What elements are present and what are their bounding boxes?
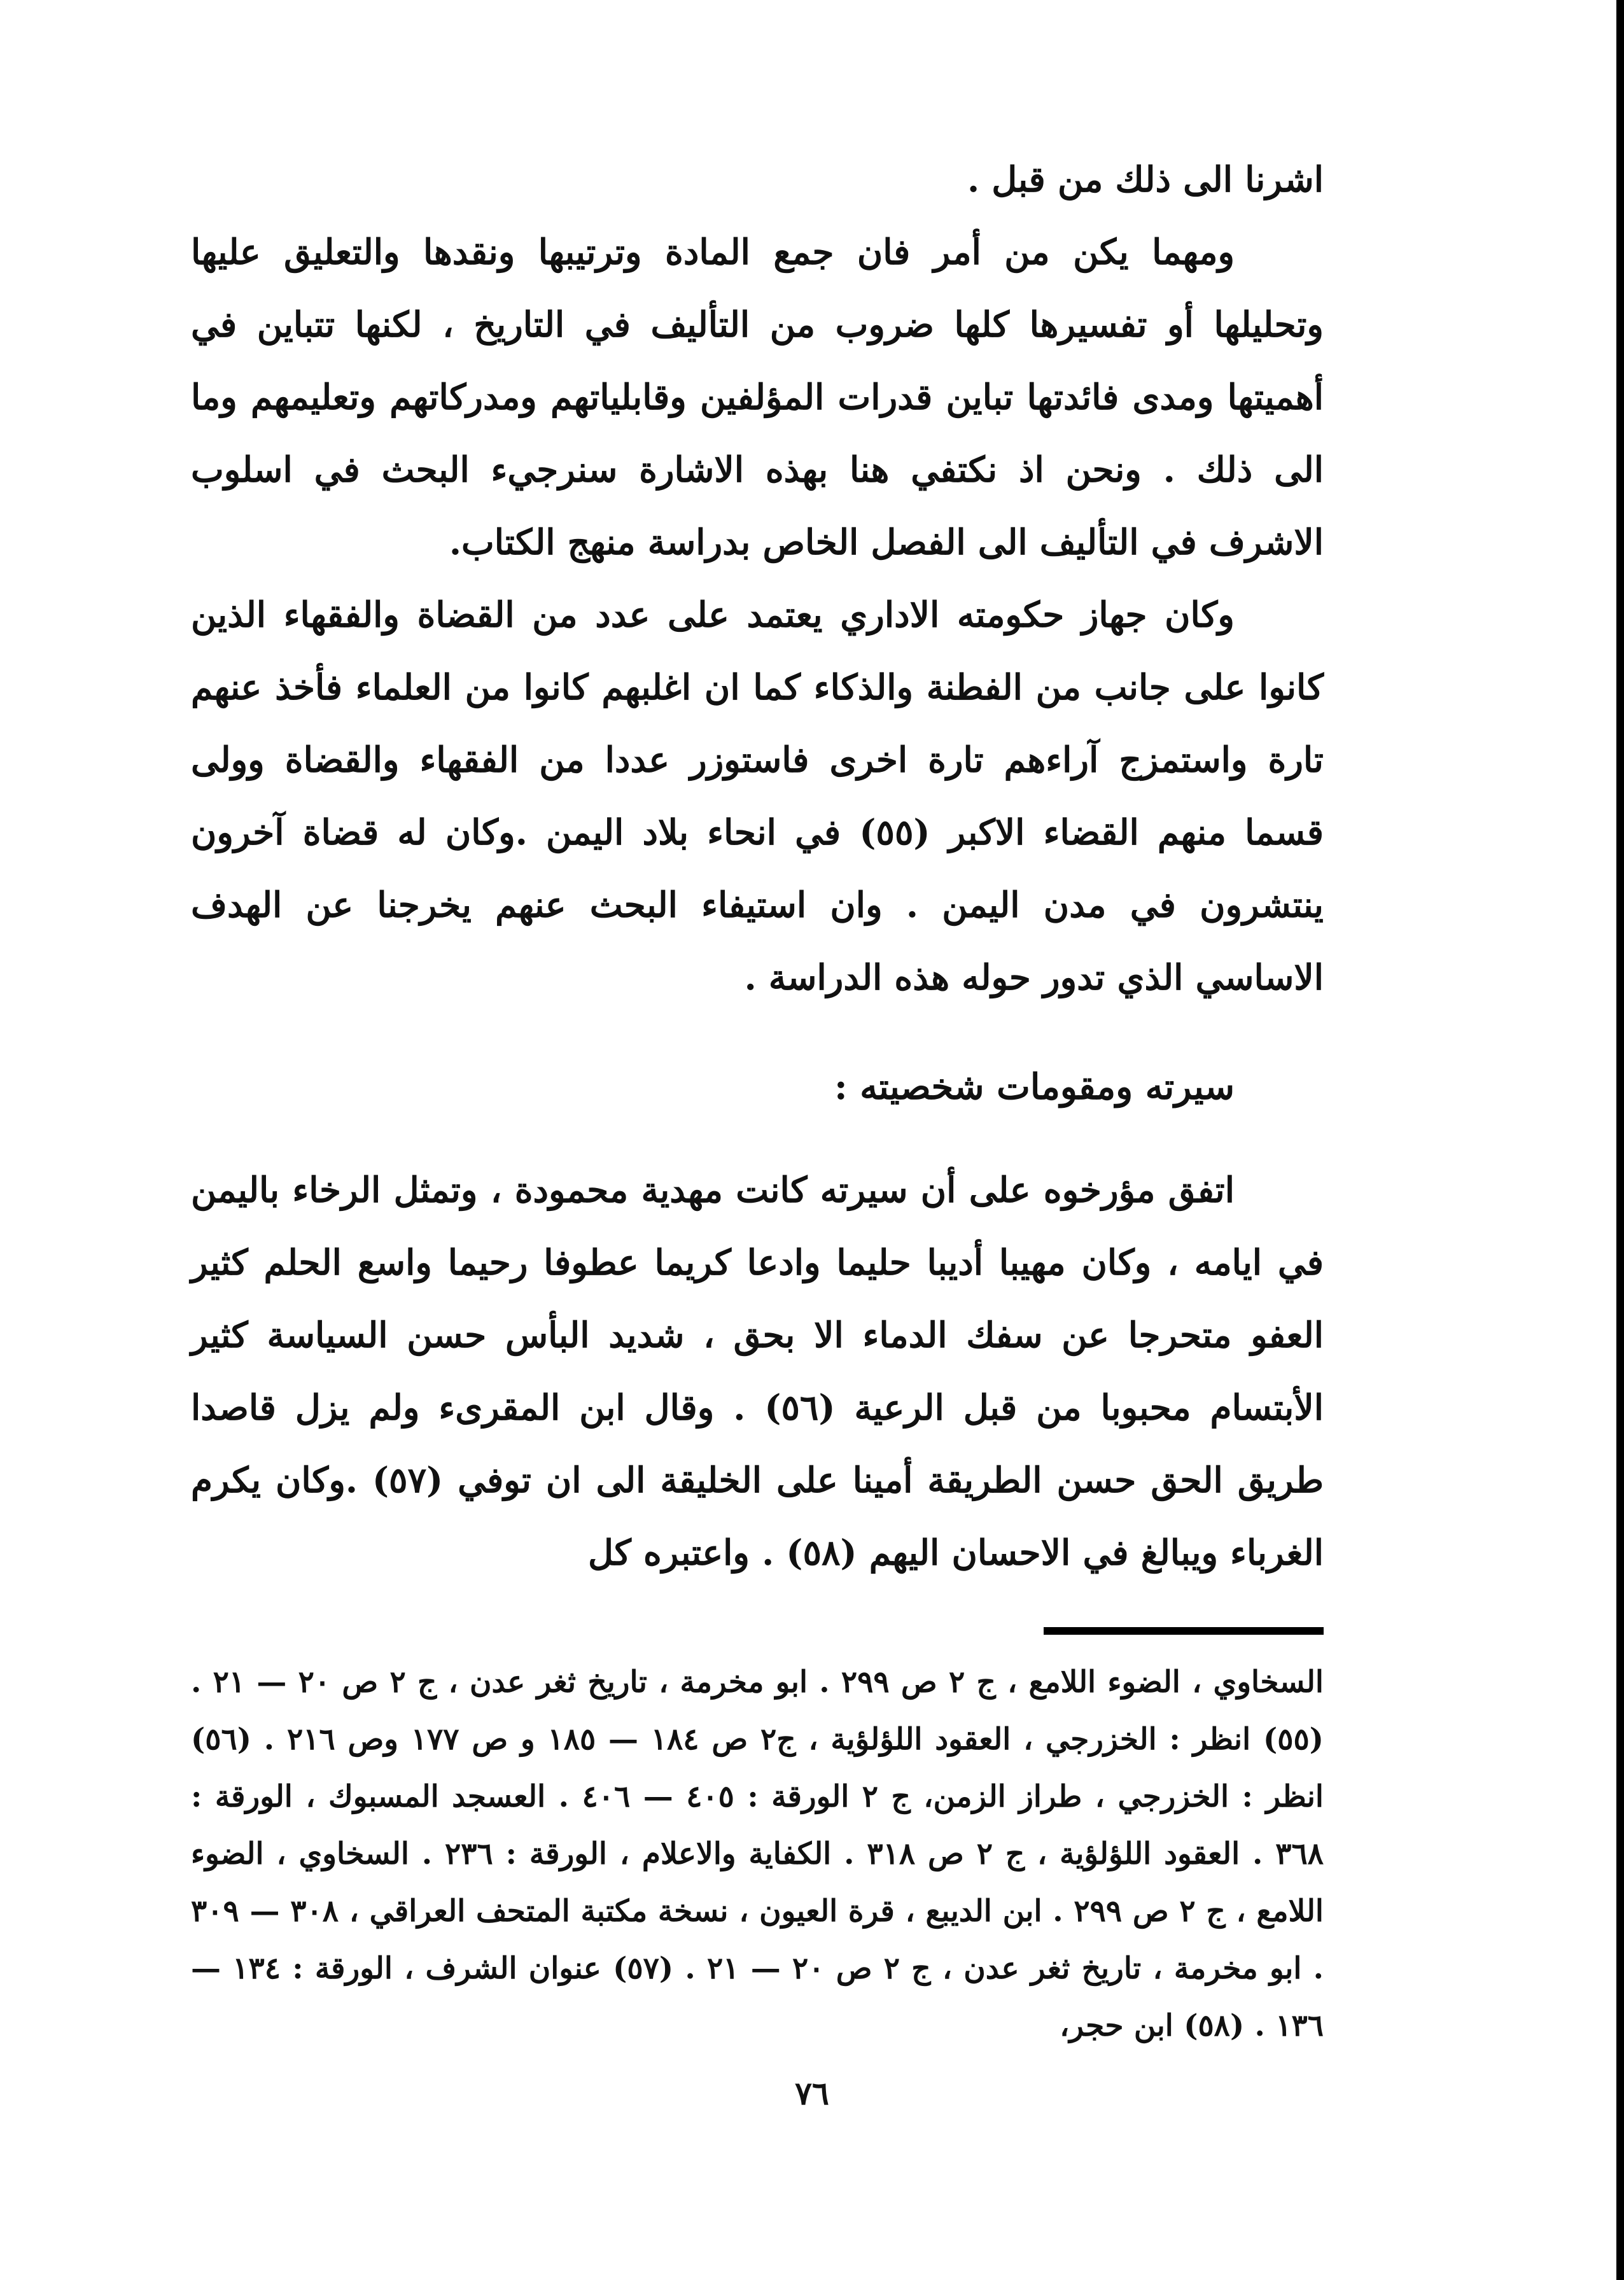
paragraph-1: اشرنا الى ذلك من قبل . — [967, 158, 1324, 200]
page-edge-rule — [1616, 0, 1624, 2280]
section-text — [191, 1154, 1324, 1589]
book-page — [191, 143, 1324, 2179]
footnote-separator — [1044, 1627, 1324, 1635]
page-number: ٧٦ — [795, 2074, 829, 2112]
paragraph-4: اتفق مؤرخوه على أن سيرته كانت مهدية محمودة ، وتمثل الرخاء باليمن في ايامه ، وكان مهيبا أديبا حليما وادعا كريما عطوفا رحيما واسع الحلم كثير العفو متحرجا عن سفك الدماء الا بحق ، شديد البأس حسن السياسة كثير الأبتسام محبوبا من قبل الرعية (٥٦) . وقال ابن المقرىء ولم يزل قاصدا طريق الحق حسن الطريقة أمينا على الخليقة الى ان توفي (٥٧) .وكان يكرم الغرباء ويبالغ في الاحسان اليهم (٥٨) . واعتبره كل — [191, 1169, 1324, 1573]
footnotes: السخاوي ، الضوء اللامع ، ج ٢ ص ٢٩٩ . ابو مخرمة ، تاريخ ثغر عدن ، ج ٢ ص ٢٠ — ٢١ . (٥٥) انظر : الخزرجي ، العقود اللؤلؤية ، ج٢ ص ١٨٤ — ١٨٥ و ص ١٧٧ وص ٢١٦ . (٥٦) انظر : الخزرجي ، طراز الزمن، ج ٢ الورقة : ٤٠٥ — ٤٠٦ . العسجد المسبوك ، الورقة : ٣٦٨ . العقود اللؤلؤية ، ج ٢ ص ٣١٨ . الكفاية والاعلام ، الورقة : ٢٣٦ . السخاوي ، الضوء اللامع ، ج ٢ ص ٢٩٩ . ابن الديبع ، قرة العيون ، نسخة مكتبة المتحف العراقي ، ٣٠٨ — ٣٠٩ . ابو مخرمة ، تاريخ ثغر عدن ، ج ٢ ص ٢٠ — ٢١ . (٥٧) عنوان الشرف ، الورقة : ١٣٤ — ١٣٦ . (٥٨) ابن حجر، — [191, 1665, 1324, 2043]
section-heading: سيرته ومقومات شخصيته : — [834, 1066, 1235, 1108]
paragraph-3: وكان جهاز حكومته الاداري يعتمد على عدد من القضاة والفقهاء الذين كانوا على جانب من الفطنة والذكاء كما ان اغلبهم كانوا من العلماء فأخذ عنهم تارة واستمزج آراءهم تارة اخرى فاستوزر عددا من الفقهاء والقضاة وولى قسما منهم القضاء الاكبر (٥٥) في انحاء بلاد اليمن .وكان له قضاة آخرون ينتشرون في مدن اليمن . وان استيفاء البحث عنهم يخرجنا عن الهدف الاساسي الذي تدور حوله هذه الدراسة . — [191, 594, 1324, 998]
main-text — [191, 143, 1324, 1014]
paragraph-2: ومهما يكن من أمر فان جمع المادة وترتيبها ونقدها والتعليق عليها وتحليلها أو تفسيرها كلها ضروب من التأليف في التاريخ ، لكنها تتباين في أهميتها ومدى فائدتها تباين قدرات المؤلفين وقابلياتهم ومدركاتهم وتعليمهم وما الى ذلك . ونحن اذ نكتفي هنا بهذه الاشارة سنرجيء البحث في اسلوب الاشرف في التأليف الى الفصل الخاص بدراسة منهج الكتاب. — [191, 231, 1324, 563]
